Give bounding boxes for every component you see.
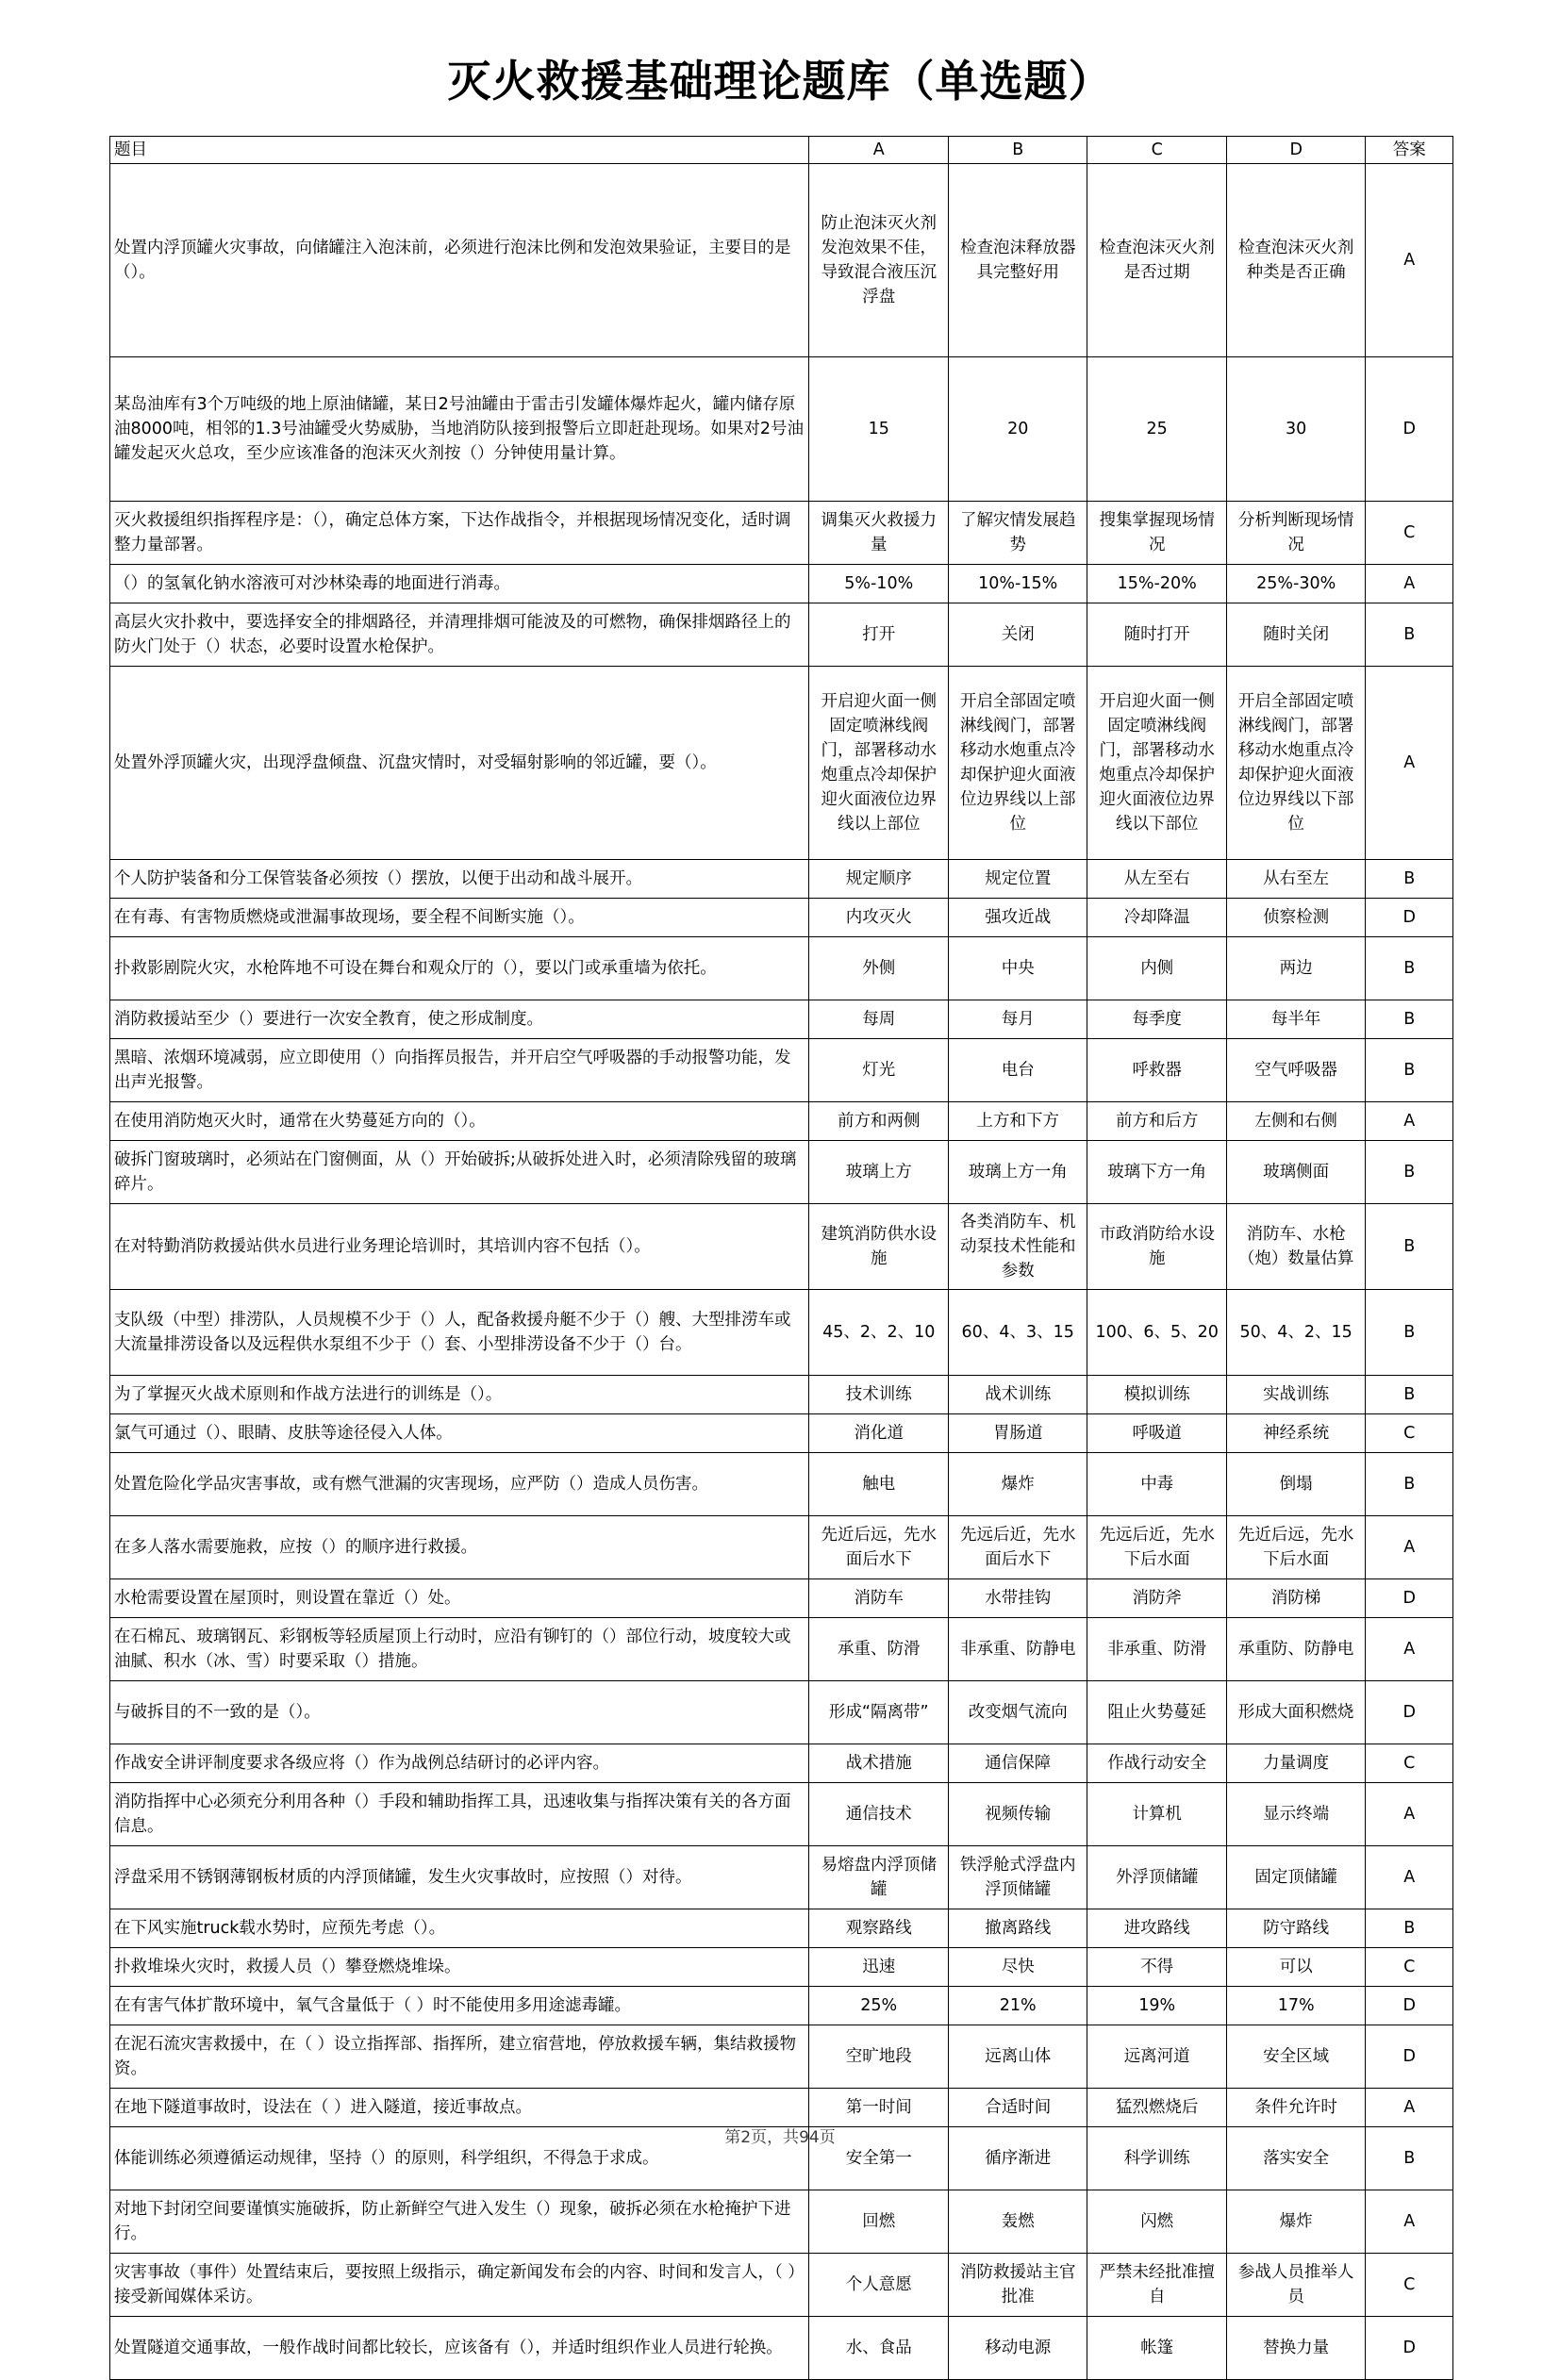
- table-row: [110, 1948, 1453, 1987]
- option-c-cell: 严禁未经批准擅自: [1087, 2254, 1226, 2317]
- option-b-cell: 撤离路线: [948, 1909, 1087, 1948]
- question-cell: 灭火救援组织指挥程序是：（），确定总体方案，下达作战指令，并根据现场情况变化，适时调整力量部署。: [110, 502, 809, 565]
- option-b-cell: 规定位置: [948, 860, 1087, 899]
- option-c-cell: 市政消防给水设施: [1087, 1204, 1226, 1290]
- answer-cell: B: [1366, 1909, 1453, 1948]
- question-cell: 破拆门窗玻璃时，必须站在门窗侧面，从（）开始破拆;从破拆处进入时，必须清除残留的玻璃碎片。: [110, 1141, 809, 1204]
- option-c-cell: 内侧: [1087, 937, 1226, 1000]
- page-title: 灭火救援基础理论题库（单选题）: [447, 56, 1113, 107]
- option-d-cell: 玻璃侧面: [1226, 1141, 1365, 1204]
- option-a-cell: 观察路线: [809, 1909, 948, 1948]
- option-d-cell: 50、4、2、15: [1226, 1290, 1365, 1376]
- option-b-cell: 远离山体: [948, 2025, 1087, 2089]
- option-a-cell: 安全第一: [809, 2127, 948, 2190]
- table-row: [110, 1744, 1453, 1783]
- option-d-cell: 分析判断现场情况: [1226, 502, 1365, 565]
- question-cell: 处置内浮顶罐火灾事故，向储罐注入泡沫前，必须进行泡沫比例和发泡效果验证，主要目的是（）。: [110, 164, 809, 357]
- option-c-cell: 开启迎火面一侧固定喷淋线阀门，部署移动水炮重点冷却保护迎火面液位边界线以下部位: [1087, 667, 1226, 860]
- option-d-cell: 25%-30%: [1226, 565, 1365, 603]
- option-b-cell: 中央: [948, 937, 1087, 1000]
- question-cell: 消防救援站至少（）要进行一次安全教育，使之形成制度。: [110, 1000, 809, 1039]
- table-row: [110, 1618, 1453, 1681]
- option-a-cell: 易熔盘内浮顶储罐: [809, 1846, 948, 1909]
- question-cell: 在泥石流灾害救援中，在（ ）设立指挥部、指挥所，建立宿营地，停放救援车辆，集结救援物资。: [110, 2025, 809, 2089]
- option-b-cell: 10%-15%: [948, 565, 1087, 603]
- question-cell: 对地下封闭空间要谨慎实施破拆，防止新鲜空气进入发生（）现象，破拆必须在水枪掩护下进行。: [110, 2190, 809, 2254]
- option-b-cell: 爆炸: [948, 1453, 1087, 1516]
- option-a-cell: 先近后远，先水面后水下: [809, 1516, 948, 1579]
- table-row: [110, 1783, 1453, 1846]
- option-c-cell: 作战行动安全: [1087, 1744, 1226, 1783]
- question-cell: 在下风实施truck载水势时，应预先考虑（）。: [110, 1909, 809, 1948]
- question-cell: 在对特勤消防救援站供水员进行业务理论培训时，其培训内容不包括（）。: [110, 1204, 809, 1290]
- question-cell: 作战安全讲评制度要求各级应将（）作为战例总结研讨的必评内容。: [110, 1744, 809, 1783]
- option-d-cell: 检查泡沫灭火剂种类是否正确: [1226, 164, 1365, 357]
- option-a-cell: 25%: [809, 1987, 948, 2025]
- option-b-cell: 合适时间: [948, 2089, 1087, 2127]
- option-a-cell: 触电: [809, 1453, 948, 1516]
- question-cell: 扑救堆垛火灾时，救援人员（）攀登燃烧堆垛。: [110, 1948, 809, 1987]
- option-b-cell: 21%: [948, 1987, 1087, 2025]
- option-d-cell: 先近后远，先水下后水面: [1226, 1516, 1365, 1579]
- option-c-cell: 25: [1087, 357, 1226, 502]
- option-d-cell: 两边: [1226, 937, 1365, 1000]
- table-row: [110, 1290, 1453, 1376]
- table-row: [110, 603, 1453, 667]
- option-b-cell: 移动电源: [948, 2317, 1087, 2380]
- option-d-cell: 开启全部固定喷淋线阀门，部署移动水炮重点冷却保护迎火面液位边界线以下部位: [1226, 667, 1365, 860]
- option-a-cell: 形成“隔离带”: [809, 1681, 948, 1744]
- table-row: [110, 502, 1453, 565]
- question-cell: 在多人落水需要施救，应按（）的顺序进行救援。: [110, 1516, 809, 1579]
- option-d-cell: 参战人员推举人员: [1226, 2254, 1365, 2317]
- answer-cell: A: [1366, 1102, 1453, 1141]
- answer-cell: B: [1366, 603, 1453, 667]
- option-a-cell: 建筑消防供水设施: [809, 1204, 948, 1290]
- option-d-cell: 落实安全: [1226, 2127, 1365, 2190]
- column-header-b: B: [948, 137, 1087, 164]
- option-b-cell: 循序渐进: [948, 2127, 1087, 2190]
- answer-cell: D: [1366, 1681, 1453, 1744]
- option-d-cell: 消防梯: [1226, 1579, 1365, 1618]
- option-d-cell: 倒塌: [1226, 1453, 1365, 1516]
- table-row: [110, 2025, 1453, 2089]
- option-c-cell: 闪燃: [1087, 2190, 1226, 2254]
- option-b-cell: 20: [948, 357, 1087, 502]
- option-a-cell: 消化道: [809, 1414, 948, 1453]
- option-c-cell: 前方和后方: [1087, 1102, 1226, 1141]
- option-a-cell: 水、食品: [809, 2317, 948, 2380]
- table-row: [110, 667, 1453, 860]
- option-c-cell: 玻璃下方一角: [1087, 1141, 1226, 1204]
- option-a-cell: 迅速: [809, 1948, 948, 1987]
- answer-cell: A: [1366, 2089, 1453, 2127]
- option-d-cell: 形成大面积燃烧: [1226, 1681, 1365, 1744]
- option-b-cell: 上方和下方: [948, 1102, 1087, 1141]
- option-a-cell: 战术措施: [809, 1744, 948, 1783]
- option-a-cell: 前方和两侧: [809, 1102, 948, 1141]
- answer-cell: D: [1366, 899, 1453, 937]
- column-header-c: C: [1087, 137, 1226, 164]
- option-a-cell: 回燃: [809, 2190, 948, 2254]
- answer-cell: B: [1366, 860, 1453, 899]
- option-d-cell: 力量调度: [1226, 1744, 1365, 1783]
- answer-cell: C: [1366, 2254, 1453, 2317]
- answer-cell: B: [1366, 1290, 1453, 1376]
- column-header-d: D: [1226, 137, 1365, 164]
- answer-cell: A: [1366, 1618, 1453, 1681]
- answer-cell: A: [1366, 1846, 1453, 1909]
- question-cell: 浮盘采用不锈钢薄钢板材质的内浮顶储罐，发生火灾事故时，应按照（）对待。: [110, 1846, 809, 1909]
- option-b-cell: 轰燃: [948, 2190, 1087, 2254]
- question-cell: 个人防护装备和分工保管装备必须按（）摆放，以便于出动和战斗展开。: [110, 860, 809, 899]
- table-row: [110, 860, 1453, 899]
- question-cell: 为了掌握灭火战术原则和作战方法进行的训练是（）。: [110, 1376, 809, 1414]
- option-b-cell: 开启全部固定喷淋线阀门，部署移动水炮重点冷却保护迎火面液位边界线以上部位: [948, 667, 1087, 860]
- option-b-cell: 60、4、3、15: [948, 1290, 1087, 1376]
- table-row: [110, 1204, 1453, 1290]
- option-a-cell: 打开: [809, 603, 948, 667]
- option-c-cell: 冷却降温: [1087, 899, 1226, 937]
- option-a-cell: 通信技术: [809, 1783, 948, 1846]
- table-row: [110, 1453, 1453, 1516]
- question-bank-table: [109, 136, 1453, 2380]
- option-d-cell: 爆炸: [1226, 2190, 1365, 2254]
- table-row: [110, 1102, 1453, 1141]
- option-b-cell: 关闭: [948, 603, 1087, 667]
- answer-cell: A: [1366, 1783, 1453, 1846]
- option-c-cell: 搜集掌握现场情况: [1087, 502, 1226, 565]
- question-cell: 某岛油库有3个万吨级的地上原油储罐，某日2号油罐由于雷击引发罐体爆炸起火，罐内储存原油8000吨，相邻的1.3号油罐受火势威胁，当地消防队接到报警后立即赶赴现场。如果对2号油罐发起灭火总攻，至少应该准备的泡沫灭火剂按（）分钟使用量计算。: [110, 357, 809, 502]
- option-c-cell: 15%-20%: [1087, 565, 1226, 603]
- table-row: [110, 164, 1453, 357]
- answer-cell: B: [1366, 1204, 1453, 1290]
- table-row: [110, 2190, 1453, 2254]
- question-cell: 支队级（中型）排涝队，人员规模不少于（）人，配备救援舟艇不少于（）艘、大型排涝车或大流量排涝设备以及远程供水泵组不少于（）套、小型排涝设备不少于（）台。: [110, 1290, 809, 1376]
- option-a-cell: 调集灭火救援力量: [809, 502, 948, 565]
- answer-cell: C: [1366, 1948, 1453, 1987]
- table-header: [110, 137, 1453, 164]
- option-d-cell: 随时关闭: [1226, 603, 1365, 667]
- answer-cell: B: [1366, 1453, 1453, 1516]
- option-c-cell: 呼吸道: [1087, 1414, 1226, 1453]
- option-b-cell: 铁浮舱式浮盘内浮顶储罐: [948, 1846, 1087, 1909]
- option-a-cell: 45、2、2、10: [809, 1290, 948, 1376]
- question-cell: 高层火灾扑救中，要选择安全的排烟路径，并清理排烟可能波及的可燃物，确保排烟路径上的防火门处于（）状态，必要时设置水枪保护。: [110, 603, 809, 667]
- option-b-cell: 每月: [948, 1000, 1087, 1039]
- answer-cell: D: [1366, 1579, 1453, 1618]
- answer-cell: B: [1366, 1141, 1453, 1204]
- table-row: [110, 1000, 1453, 1039]
- option-c-cell: 中毒: [1087, 1453, 1226, 1516]
- option-c-cell: 计算机: [1087, 1783, 1226, 1846]
- option-d-cell: 可以: [1226, 1948, 1365, 1987]
- table-row: [110, 1141, 1453, 1204]
- option-b-cell: 非承重、防静电: [948, 1618, 1087, 1681]
- question-cell: 体能训练必须遵循运动规律，坚持（）的原则，科学组织，不得急于求成。: [110, 2127, 809, 2190]
- question-cell: 处置危险化学品灾害事故，或有燃气泄漏的灾害现场，应严防（）造成人员伤害。: [110, 1453, 809, 1516]
- question-bank-table-container: [109, 136, 1453, 2380]
- option-d-cell: 17%: [1226, 1987, 1365, 2025]
- option-d-cell: 防守路线: [1226, 1909, 1365, 1948]
- option-b-cell: 通信保障: [948, 1744, 1087, 1783]
- option-b-cell: 电台: [948, 1039, 1087, 1102]
- option-c-cell: 先远后近，先水下后水面: [1087, 1516, 1226, 1579]
- table-row: [110, 1579, 1453, 1618]
- option-a-cell: 个人意愿: [809, 2254, 948, 2317]
- option-c-cell: 远离河道: [1087, 2025, 1226, 2089]
- option-d-cell: 显示终端: [1226, 1783, 1365, 1846]
- answer-cell: D: [1366, 2317, 1453, 2380]
- option-b-cell: 消防救援站主官批准: [948, 2254, 1087, 2317]
- option-d-cell: 神经系统: [1226, 1414, 1365, 1453]
- table-row: [110, 937, 1453, 1000]
- option-c-cell: 外浮顶储罐: [1087, 1846, 1226, 1909]
- option-c-cell: 不得: [1087, 1948, 1226, 1987]
- option-d-cell: 左侧和右侧: [1226, 1102, 1365, 1141]
- page-footer: 第2页，共94页: [724, 2128, 836, 2147]
- option-d-cell: 从右至左: [1226, 860, 1365, 899]
- question-cell: 在地下隧道事故时，设法在（ ）进入隧道，接近事故点。: [110, 2089, 809, 2127]
- option-b-cell: 各类消防车、机动泵技术性能和参数: [948, 1204, 1087, 1290]
- option-c-cell: 19%: [1087, 1987, 1226, 2025]
- question-cell: 在使用消防炮灭火时，通常在火势蔓延方向的（）。: [110, 1102, 809, 1141]
- answer-cell: B: [1366, 1039, 1453, 1102]
- option-a-cell: 空旷地段: [809, 2025, 948, 2089]
- question-cell: 水枪需要设置在屋顶时，则设置在靠近（）处。: [110, 1579, 809, 1618]
- option-a-cell: 开启迎火面一侧固定喷淋线阀门，部署移动水炮重点冷却保护迎火面液位边界线以上部位: [809, 667, 948, 860]
- option-b-cell: 改变烟气流向: [948, 1681, 1087, 1744]
- option-d-cell: 条件允许时: [1226, 2089, 1365, 2127]
- answer-cell: D: [1366, 357, 1453, 502]
- answer-cell: A: [1366, 1516, 1453, 1579]
- option-a-cell: 15: [809, 357, 948, 502]
- option-c-cell: 从左至右: [1087, 860, 1226, 899]
- option-c-cell: 猛烈燃烧后: [1087, 2089, 1226, 2127]
- answer-cell: A: [1366, 565, 1453, 603]
- option-d-cell: 侦察检测: [1226, 899, 1365, 937]
- answer-cell: A: [1366, 667, 1453, 860]
- option-c-cell: 科学训练: [1087, 2127, 1226, 2190]
- table-row: [110, 899, 1453, 937]
- option-a-cell: 防止泡沫灭火剂发泡效果不佳，导致混合液压沉浮盘: [809, 164, 948, 357]
- option-a-cell: 外侧: [809, 937, 948, 1000]
- option-a-cell: 灯光: [809, 1039, 948, 1102]
- question-cell: 处置隧道交通事故，一般作战时间都比较长，应该备有（），并适时组织作业人员进行轮换。: [110, 2317, 809, 2380]
- question-cell: 在有毒、有害物质燃烧或泄漏事故现场，要全程不间断实施（）。: [110, 899, 809, 937]
- table-row: [110, 1846, 1453, 1909]
- answer-cell: A: [1366, 164, 1453, 357]
- question-cell: 黑暗、浓烟环境减弱，应立即使用（）向指挥员报告，并开启空气呼吸器的手动报警功能，发出声光报警。: [110, 1039, 809, 1102]
- answer-cell: D: [1366, 2025, 1453, 2089]
- table-row: [110, 1376, 1453, 1414]
- option-b-cell: 战术训练: [948, 1376, 1087, 1414]
- option-a-cell: 玻璃上方: [809, 1141, 948, 1204]
- option-a-cell: 承重、防滑: [809, 1618, 948, 1681]
- option-c-cell: 阻止火势蔓延: [1087, 1681, 1226, 1744]
- option-d-cell: 每半年: [1226, 1000, 1365, 1039]
- option-c-cell: 每季度: [1087, 1000, 1226, 1039]
- option-d-cell: 承重防、防静电: [1226, 1618, 1365, 1681]
- option-b-cell: 水带挂钩: [948, 1579, 1087, 1618]
- table-row: [110, 565, 1453, 603]
- option-d-cell: 实战训练: [1226, 1376, 1365, 1414]
- answer-cell: B: [1366, 1000, 1453, 1039]
- option-c-cell: 消防斧: [1087, 1579, 1226, 1618]
- table-header-row: [110, 137, 1453, 164]
- option-d-cell: 安全区域: [1226, 2025, 1365, 2089]
- column-header-answer: 答案: [1366, 137, 1453, 164]
- option-a-cell: 规定顺序: [809, 860, 948, 899]
- question-cell: 氯气可通过（）、眼睛、皮肤等途径侵入人体。: [110, 1414, 809, 1453]
- table-row: [110, 1516, 1453, 1579]
- table-row: [110, 357, 1453, 502]
- question-cell: 与破拆目的不一致的是（）。: [110, 1681, 809, 1744]
- table-row: [110, 1909, 1453, 1948]
- table-row: [110, 1987, 1453, 2025]
- question-cell: 在有害气体扩散环境中，氧气含量低于（ ）时不能使用多用途滤毒罐。: [110, 1987, 809, 2025]
- question-cell: 消防指挥中心必须充分利用各种（）手段和辅助指挥工具，迅速收集与指挥决策有关的各方面信息。: [110, 1783, 809, 1846]
- option-c-cell: 帐篷: [1087, 2317, 1226, 2380]
- answer-cell: B: [1366, 1376, 1453, 1414]
- answer-cell: C: [1366, 1744, 1453, 1783]
- option-c-cell: 随时打开: [1087, 603, 1226, 667]
- option-a-cell: 第一时间: [809, 2089, 948, 2127]
- option-b-cell: 强攻近战: [948, 899, 1087, 937]
- option-b-cell: 尽快: [948, 1948, 1087, 1987]
- question-cell: 处置外浮顶罐火灾，出现浮盘倾盘、沉盘灾情时，对受辐射影响的邻近罐，要（）。: [110, 667, 809, 860]
- option-b-cell: 检查泡沫释放器具完整好用: [948, 164, 1087, 357]
- option-b-cell: 先远后近，先水面后水下: [948, 1516, 1087, 1579]
- option-b-cell: 视频传输: [948, 1783, 1087, 1846]
- answer-cell: A: [1366, 2190, 1453, 2254]
- question-cell: 灾害事故（事件）处置结束后，要按照上级指示，确定新闻发布会的内容、时间和发言人，（ ）接受新闻媒体采访。: [110, 2254, 809, 2317]
- table-row: [110, 2089, 1453, 2127]
- option-d-cell: 空气呼吸器: [1226, 1039, 1365, 1102]
- option-c-cell: 非承重、防滑: [1087, 1618, 1226, 1681]
- answer-cell: D: [1366, 1987, 1453, 2025]
- answer-cell: C: [1366, 1414, 1453, 1453]
- option-d-cell: 替换力量: [1226, 2317, 1365, 2380]
- question-cell: 扑救影剧院火灾，水枪阵地不可设在舞台和观众厅的（），要以门或承重墙为依托。: [110, 937, 809, 1000]
- option-d-cell: 30: [1226, 357, 1365, 502]
- option-a-cell: 5%-10%: [809, 565, 948, 603]
- column-header-a: A: [809, 137, 948, 164]
- table-row: [110, 1039, 1453, 1102]
- table-body: [110, 164, 1453, 2380]
- option-a-cell: 每周: [809, 1000, 948, 1039]
- table-row: [110, 1681, 1453, 1744]
- option-d-cell: 固定顶储罐: [1226, 1846, 1365, 1909]
- answer-cell: B: [1366, 2127, 1453, 2190]
- option-c-cell: 呼救器: [1087, 1039, 1226, 1102]
- table-row: [110, 2254, 1453, 2317]
- question-cell: （）的氢氧化钠水溶液可对沙林染毒的地面进行消毒。: [110, 565, 809, 603]
- option-c-cell: 100、6、5、20: [1087, 1290, 1226, 1376]
- answer-cell: B: [1366, 937, 1453, 1000]
- question-cell: 在石棉瓦、玻璃钢瓦、彩钢板等轻质屋顶上行动时，应沿有铆钉的（）部位行动，坡度较大或油腻、积水（冰、雪）时要采取（）措施。: [110, 1618, 809, 1681]
- option-b-cell: 了解灾情发展趋势: [948, 502, 1087, 565]
- option-a-cell: 技术训练: [809, 1376, 948, 1414]
- option-a-cell: 内攻灭火: [809, 899, 948, 937]
- option-a-cell: 消防车: [809, 1579, 948, 1618]
- option-c-cell: 进攻路线: [1087, 1909, 1226, 1948]
- option-c-cell: 检查泡沫灭火剂是否过期: [1087, 164, 1226, 357]
- option-c-cell: 模拟训练: [1087, 1376, 1226, 1414]
- answer-cell: C: [1366, 502, 1453, 565]
- option-b-cell: 胃肠道: [948, 1414, 1087, 1453]
- column-header-question: 题目: [110, 137, 809, 164]
- option-d-cell: 消防车、水枪（炮）数量估算: [1226, 1204, 1365, 1290]
- option-b-cell: 玻璃上方一角: [948, 1141, 1087, 1204]
- table-row: [110, 1414, 1453, 1453]
- table-row: [110, 2317, 1453, 2380]
